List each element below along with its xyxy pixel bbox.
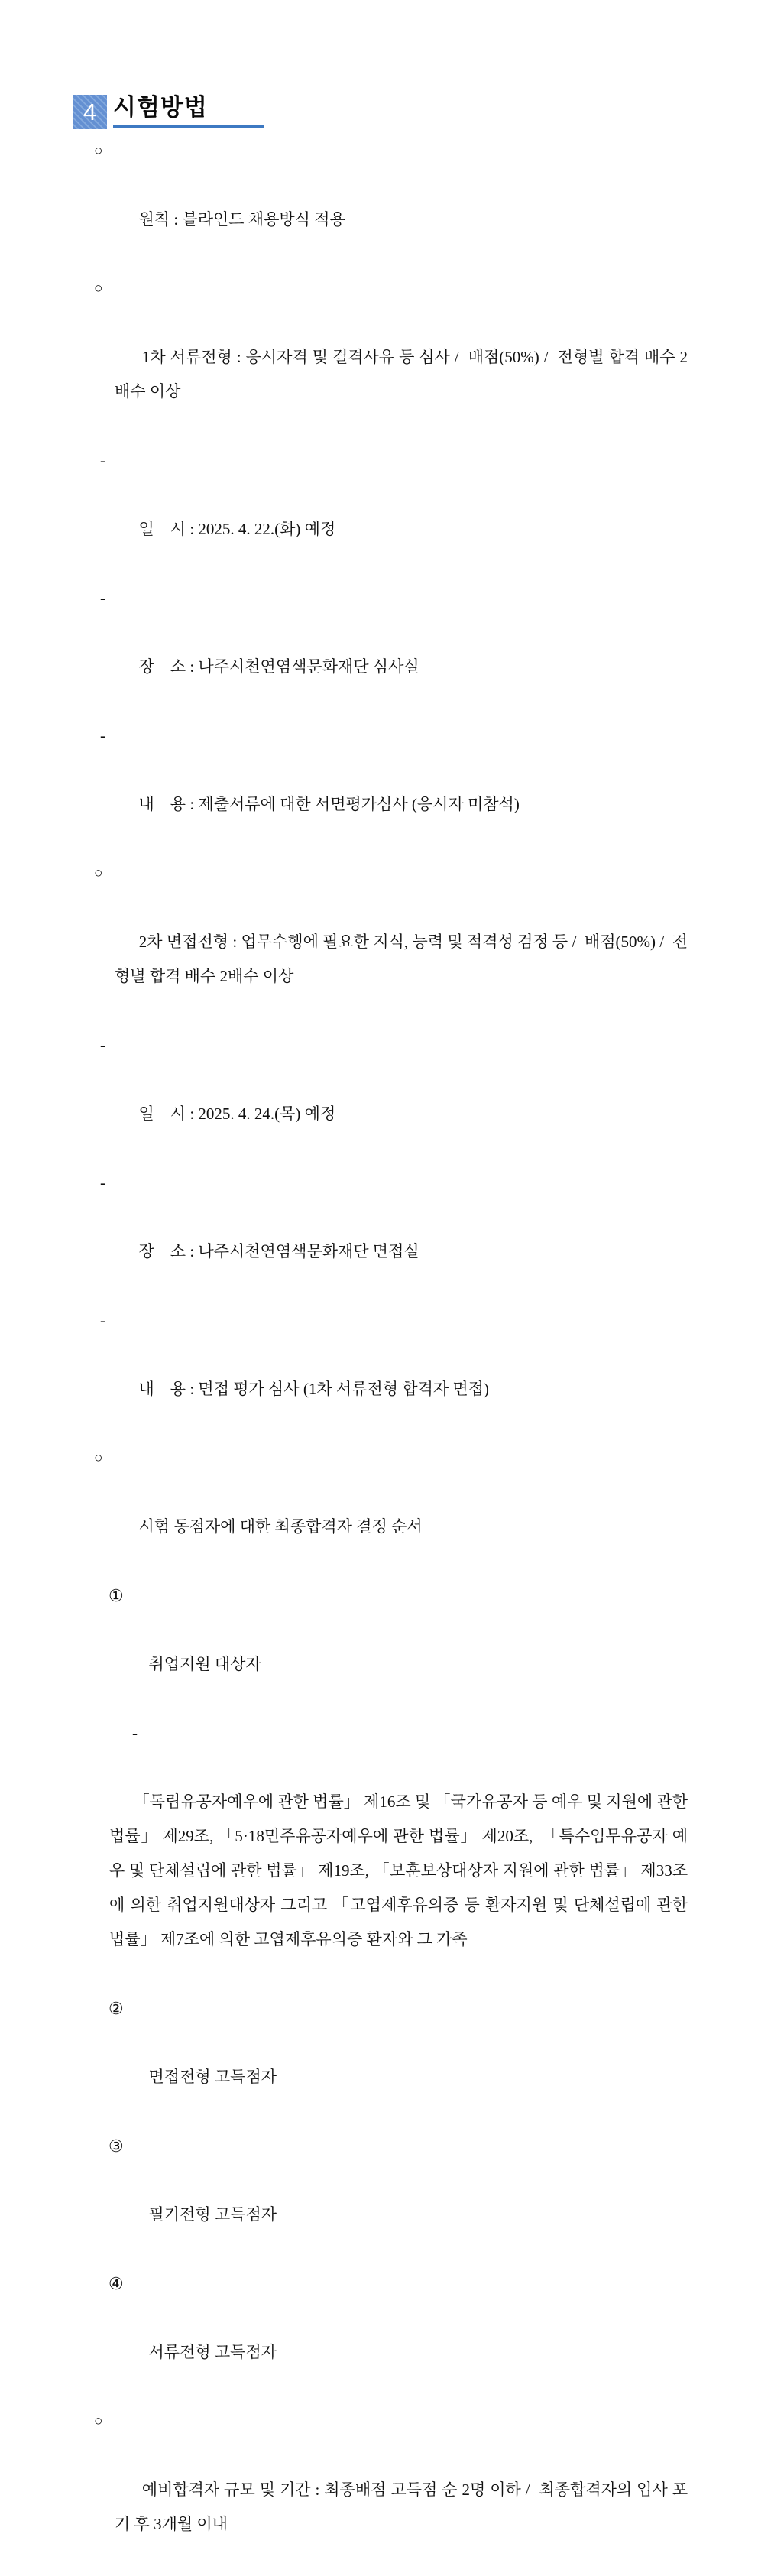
circle-bullet-icon: ○ <box>94 1450 103 1466</box>
bullet-text: 시험 동점자에 대한 최종합격자 결정 순서 <box>138 1517 423 1536</box>
bullet-item-tiebreak <box>93 1441 688 1578</box>
circle-bullet-icon: ○ <box>94 281 103 297</box>
circled-number-icon: ② <box>109 1999 124 2018</box>
bullet-item-first-round <box>93 271 688 443</box>
dash-bullet-icon: - <box>100 1036 105 1054</box>
sub-item-place <box>93 581 688 719</box>
numbered-item-text: 서류전형 고득점자 <box>148 2343 277 2361</box>
document-body <box>93 134 692 2576</box>
dash-bullet-icon: - <box>100 1311 105 1329</box>
bullet-text: 1차 서류전형 : 응시자격 및 결격사유 등 심사 / 배점(50%) / 전형별 합격 배수 2배수 이상 <box>115 348 688 401</box>
circled-number-icon: ③ <box>109 2136 124 2156</box>
law-reference-text: 「독립유공자예우에 관한 법률」 제16조 및 「국가유공자 등 예우 및 지원에 관한 법률」 제29조, 「5·18민주유공자예우에 관한 법률」 제20조, 「특수임무유공자 예우 및 단체설립에 관한 법률」 제19조, 「보훈보상대상자 지원에 관한 법률」 제33조에 의한 취업지원대상자 그리고 「고엽제후유의증 등 환자지원 및 단체설립에 관한 법률」 제7조에 의한 고엽제후유의증 환자와 그 가족 <box>109 1792 692 1948</box>
law-reference-paragraph <box>93 1716 692 1991</box>
circled-number-icon: ① <box>109 1586 124 1605</box>
sub-item-text: 내 용 : 제출서류에 대한 서면평가심사 (응시자 미참석) <box>138 795 520 813</box>
bullet-item-second-round <box>93 856 688 1028</box>
section-number: 4 <box>83 99 97 125</box>
numbered-item-4 <box>93 2266 688 2404</box>
section-number-badge <box>73 95 107 129</box>
bullet-item-principle <box>93 134 688 271</box>
numbered-item-text: 취업지원 대상자 <box>148 1655 261 1673</box>
sub-item-text: 장 소 : 나주시천연염색문화재단 심사실 <box>138 657 419 676</box>
sub-item-text: 내 용 : 면접 평가 심사 (1차 서류전형 합격자 면접) <box>138 1380 489 1398</box>
numbered-item-2 <box>93 1991 688 2129</box>
circle-bullet-icon: ○ <box>94 143 103 159</box>
dash-bullet-icon: - <box>100 1173 105 1192</box>
bullet-text: 예비합격자 규모 및 기간 : 최종배점 고득점 순 2명 이하 / 최종합격자의 입사 포기 후 3개월 이내 <box>115 2480 688 2533</box>
numbered-item-text: 필기전형 고득점자 <box>148 2205 277 2224</box>
page-title: 시험방법 <box>113 92 264 128</box>
circle-bullet-icon: ○ <box>94 2413 103 2429</box>
dash-bullet-icon: - <box>100 451 105 469</box>
dash-bullet-icon: - <box>132 1724 138 1742</box>
numbered-item-text: 면접전형 고득점자 <box>148 2068 277 2086</box>
bullet-text: 원칙 : 블라인드 채용방식 적용 <box>138 210 345 229</box>
sub-item-date <box>93 443 688 581</box>
numbered-item-3 <box>93 2129 688 2266</box>
bullet-item-waitlist <box>93 2404 688 2576</box>
circled-number-icon: ④ <box>109 2274 124 2293</box>
sub-item-content <box>93 1303 688 1441</box>
sub-item-text: 일 시 : 2025. 4. 22.(화) 예정 <box>138 520 336 538</box>
sub-item-place <box>93 1166 688 1303</box>
dash-bullet-icon: - <box>100 726 105 745</box>
sub-item-text: 장 소 : 나주시천연염색문화재단 면접실 <box>138 1242 419 1260</box>
circle-bullet-icon: ○ <box>94 865 103 881</box>
dash-bullet-icon: - <box>100 589 105 607</box>
bullet-text: 2차 면접전형 : 업무수행에 필요한 지식, 능력 및 적격성 검정 등 / 배점(50%) / 전형별 합격 배수 2배수 이상 <box>115 933 688 985</box>
sub-item-content <box>93 719 688 856</box>
sub-item-date <box>93 1028 688 1166</box>
numbered-item-1 <box>93 1578 688 1716</box>
sub-item-text: 일 시 : 2025. 4. 24.(목) 예정 <box>138 1105 336 1123</box>
